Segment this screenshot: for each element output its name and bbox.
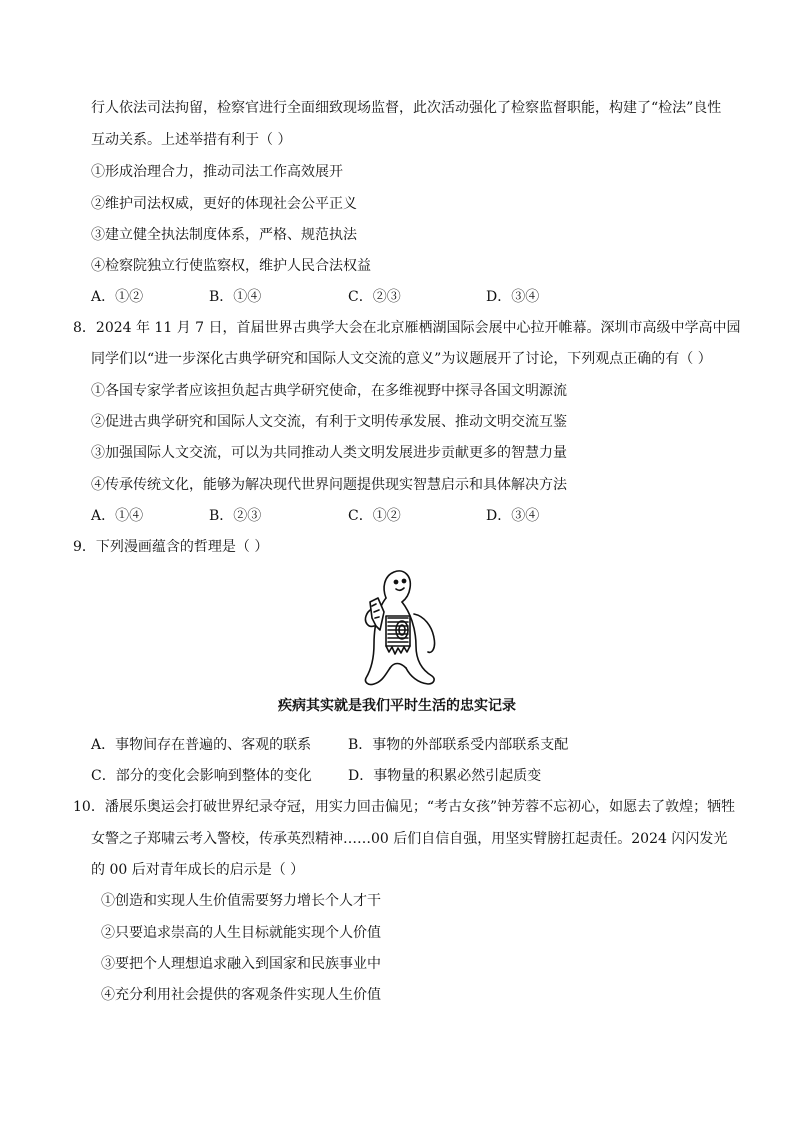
q9-option-b[interactable]: B．事物的外部联系受内部联系支配 <box>348 737 569 753</box>
q7-option-a[interactable]: A．①② <box>91 289 144 305</box>
q7-option-d[interactable]: D．③④ <box>486 289 540 305</box>
q9-option-a[interactable]: A．事物间存在普遍的、客观的联系 <box>91 737 312 753</box>
q10-item-2: ②只要追求崇高的人生目标就能实现个人价值 <box>101 925 381 941</box>
q7-item-3: ③建立健全执法制度体系，严格、规范执法 <box>91 227 357 243</box>
q8-option-b[interactable]: B．②③ <box>209 508 262 524</box>
q7-item-4: ④检察院独立行使监察权，维护人民合法权益 <box>91 258 371 274</box>
q7-stem-line-2: 互动关系。上述举措有利于（ ） <box>91 132 292 148</box>
q7-item-1: ①形成治理合力，推动司法工作高效展开 <box>91 164 343 180</box>
q8-item-3: ③加强国际人文交流，可以为共同推动人类文明发展进步贡献更多的智慧力量 <box>91 445 567 461</box>
q10-stem-line-3: 的 00 后对青年成长的启示是（ ） <box>91 862 305 878</box>
q10-item-1: ①创造和实现人生价值需要努力增长个人才干 <box>101 893 381 909</box>
q7-item-2: ②维护司法权威，更好的体现社会公平正义 <box>91 196 357 212</box>
q7-option-c[interactable]: C．②③ <box>348 289 401 305</box>
q8-option-a[interactable]: A．①④ <box>91 508 144 524</box>
q8-item-1: ①各国专家学者应该担负起古典学研究使命，在多维视野中探寻各国文明源流 <box>91 383 567 399</box>
q8-option-c[interactable]: C．①② <box>348 508 401 524</box>
q7-option-b[interactable]: B．①④ <box>209 289 262 305</box>
q7-stem-line-1: 行人依法司法拘留，检察官进行全面细致现场监督，此次活动强化了检察监督职能，构建了“检法”良性 <box>91 100 722 116</box>
cartoon-illustration <box>352 568 452 694</box>
q8-stem-line-2: 同学们以“进一步深化古典学研究和国际人文交流的意义”为议题展开了讨论，下列观点正确的有（ ） <box>91 351 712 367</box>
q8-stem-line-1: 8．2024 年 11 月 7 日，首届世界古典学大会在北京雁栖湖国际会展中心拉开帷幕。深圳市高级中学高中园 <box>73 320 741 336</box>
q10-item-4: ④充分利用社会提供的客观条件实现人生价值 <box>101 987 381 1003</box>
q9-option-d[interactable]: D．事物量的积累必然引起质变 <box>348 768 542 784</box>
cartoon-caption: 疾病其实就是我们平时生活的忠实记录 <box>278 698 516 714</box>
q9-stem: 9．下列漫画蕴含的哲理是（ ） <box>73 539 269 555</box>
q8-item-2: ②促进古典学研究和国际人文交流，有利于文明传承发展、推动文明交流互鉴 <box>91 414 567 430</box>
q10-stem-line-2: 女警之子郑啸云考入警校，传承英烈精神……00 后们自信自强，用坚实臂膀扛起责任。2024 闪闪发光 <box>91 831 728 847</box>
q8-option-d[interactable]: D．③④ <box>486 508 540 524</box>
q9-option-c[interactable]: C．部分的变化会影响到整体的变化 <box>91 768 312 784</box>
q8-item-4: ④传承传统文化，能够为解决现代世界问题提供现实智慧启示和具体解决方法 <box>91 477 567 493</box>
q10-stem-line-1: 10．潘展乐奥运会打破世界纪录夺冠，用实力回击偏见；“考古女孩”钟芳蓉不忘初心，如愿去了敦煌；牺牲 <box>73 799 736 815</box>
q10-item-3: ③要把个人理想追求融入到国家和民族事业中 <box>101 956 381 972</box>
